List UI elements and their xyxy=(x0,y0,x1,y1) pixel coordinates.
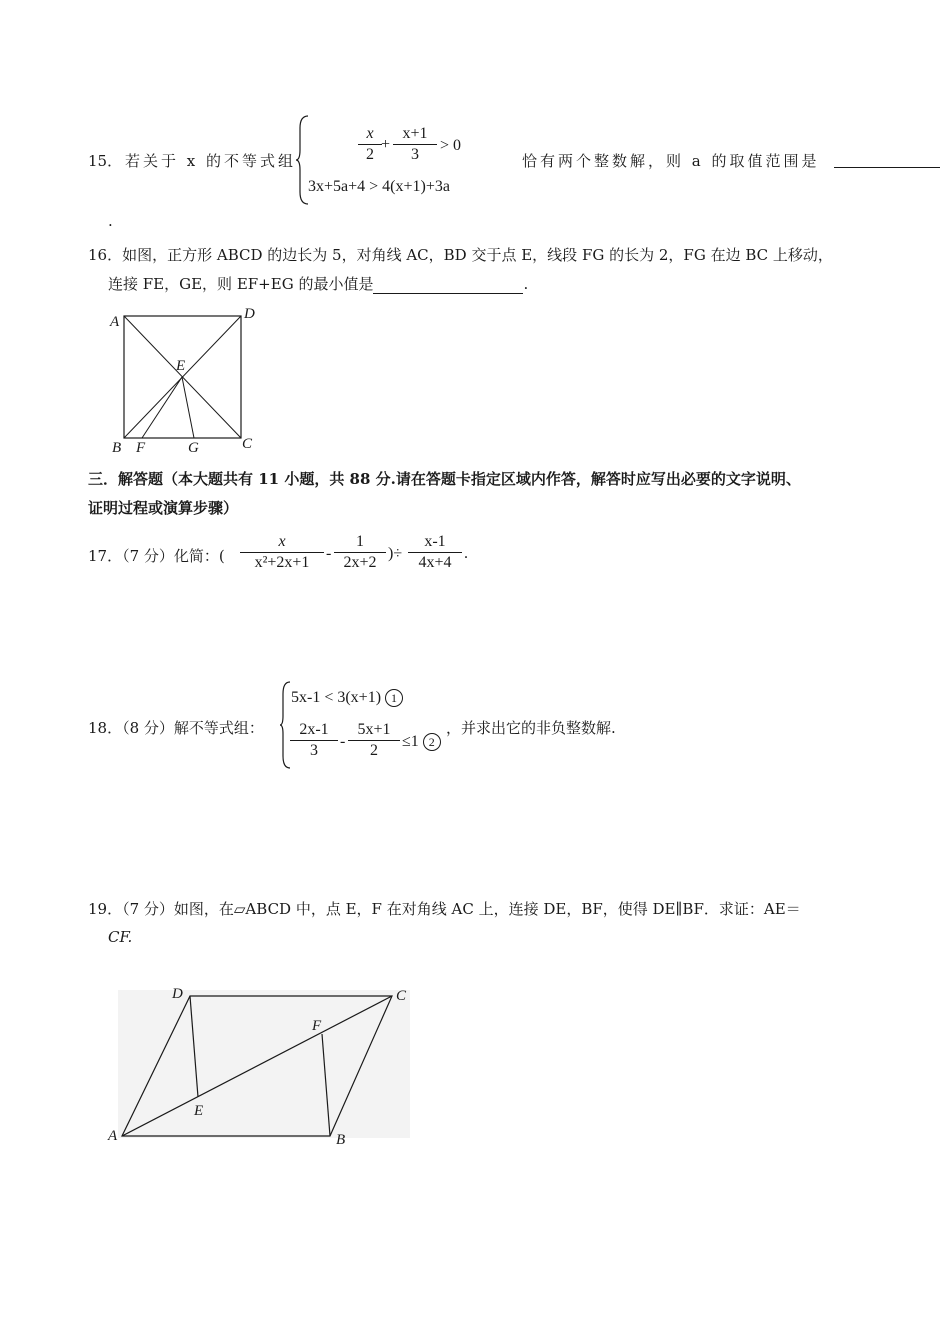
label-D: D xyxy=(244,306,255,322)
q18-frac2: 5x+1 2 xyxy=(348,720,400,761)
label-F: F xyxy=(136,440,146,456)
q19-parallelogram-figure xyxy=(100,980,420,1150)
label-F: F xyxy=(312,1018,322,1034)
label-E: E xyxy=(194,1103,204,1119)
label-C: C xyxy=(396,988,407,1004)
q17-minus: - xyxy=(326,545,332,562)
q17-prefix: 17．（7 分）化简：( xyxy=(88,547,225,565)
q17-frac3: x-1 4x+4 xyxy=(408,532,462,573)
q15-suffix: 恰有两个整数解，则 a 的取值范围是 xyxy=(522,152,820,170)
q16-line2: 连接 FE，GE，则 EF+EG 的最小值是 . xyxy=(108,275,529,293)
q18-frac1: 2x-1 3 xyxy=(290,720,338,761)
label-G: G xyxy=(188,440,199,456)
q15-plus: + xyxy=(381,136,391,153)
q16-square-figure xyxy=(108,304,263,456)
q15-number: 15． xyxy=(88,152,123,170)
section3-heading-line1: 三．解答题（本大题共有 11 小题，共 88 分.请在答题卡指定区域内作答，解答时应写出必要的文字说明、 xyxy=(88,470,801,488)
q18-line1: 5x-1 < 3(x+1) 1 xyxy=(291,689,403,707)
q16-answer-blank[interactable] xyxy=(373,278,523,294)
q15-frac2: x+1 3 xyxy=(393,124,437,165)
q15-dot: . xyxy=(108,212,113,230)
label-C: C xyxy=(242,436,253,452)
q17-frac1: x x²+2x+1 xyxy=(240,532,324,573)
label-E: E xyxy=(176,358,186,374)
q17-end: . xyxy=(464,545,468,562)
q18-mark1: 1 xyxy=(385,689,403,707)
q18-minus: - xyxy=(340,733,346,750)
q15-prefix: 若关于 x 的不等式组 xyxy=(125,152,296,170)
q18-suffix: ，并求出它的非负整数解. xyxy=(446,719,616,737)
q15-frac1: x 2 xyxy=(358,124,382,165)
q18-prefix: 18．（8 分）解不等式组： xyxy=(88,719,264,737)
label-B: B xyxy=(336,1132,346,1148)
label-B: B xyxy=(112,440,122,456)
q19-line2: CF. xyxy=(108,928,133,946)
q15-answer-blank[interactable] xyxy=(834,150,940,168)
section3-heading-line2: 证明过程或演算步骤） xyxy=(88,499,239,517)
label-A: A xyxy=(108,1128,118,1144)
q18-le1: ≤1 2 xyxy=(402,733,441,751)
label-D: D xyxy=(172,986,183,1002)
label-A: A xyxy=(110,314,120,330)
q17-frac2: 1 2x+2 xyxy=(334,532,386,573)
q18-mark2: 2 xyxy=(423,733,441,751)
q16-line1: 16．如图，正方形 ABCD 的边长为 5，对角线 AC，BD 交于点 E，线段 FG 的长为 2，FG 在边 BC 上移动， xyxy=(88,246,833,264)
q15-line2: 3x+5a+4 > 4(x+1)+3a xyxy=(308,178,450,195)
q17-close-div: )÷ xyxy=(388,545,403,562)
q19-line1: 19．（7 分）如图，在▱ABCD 中，点 E，F 在对角线 AC 上，连接 DE，BF，使得 DE∥BF．求证：AE＝ xyxy=(88,900,801,918)
q15-gt0: > 0 xyxy=(440,137,462,154)
